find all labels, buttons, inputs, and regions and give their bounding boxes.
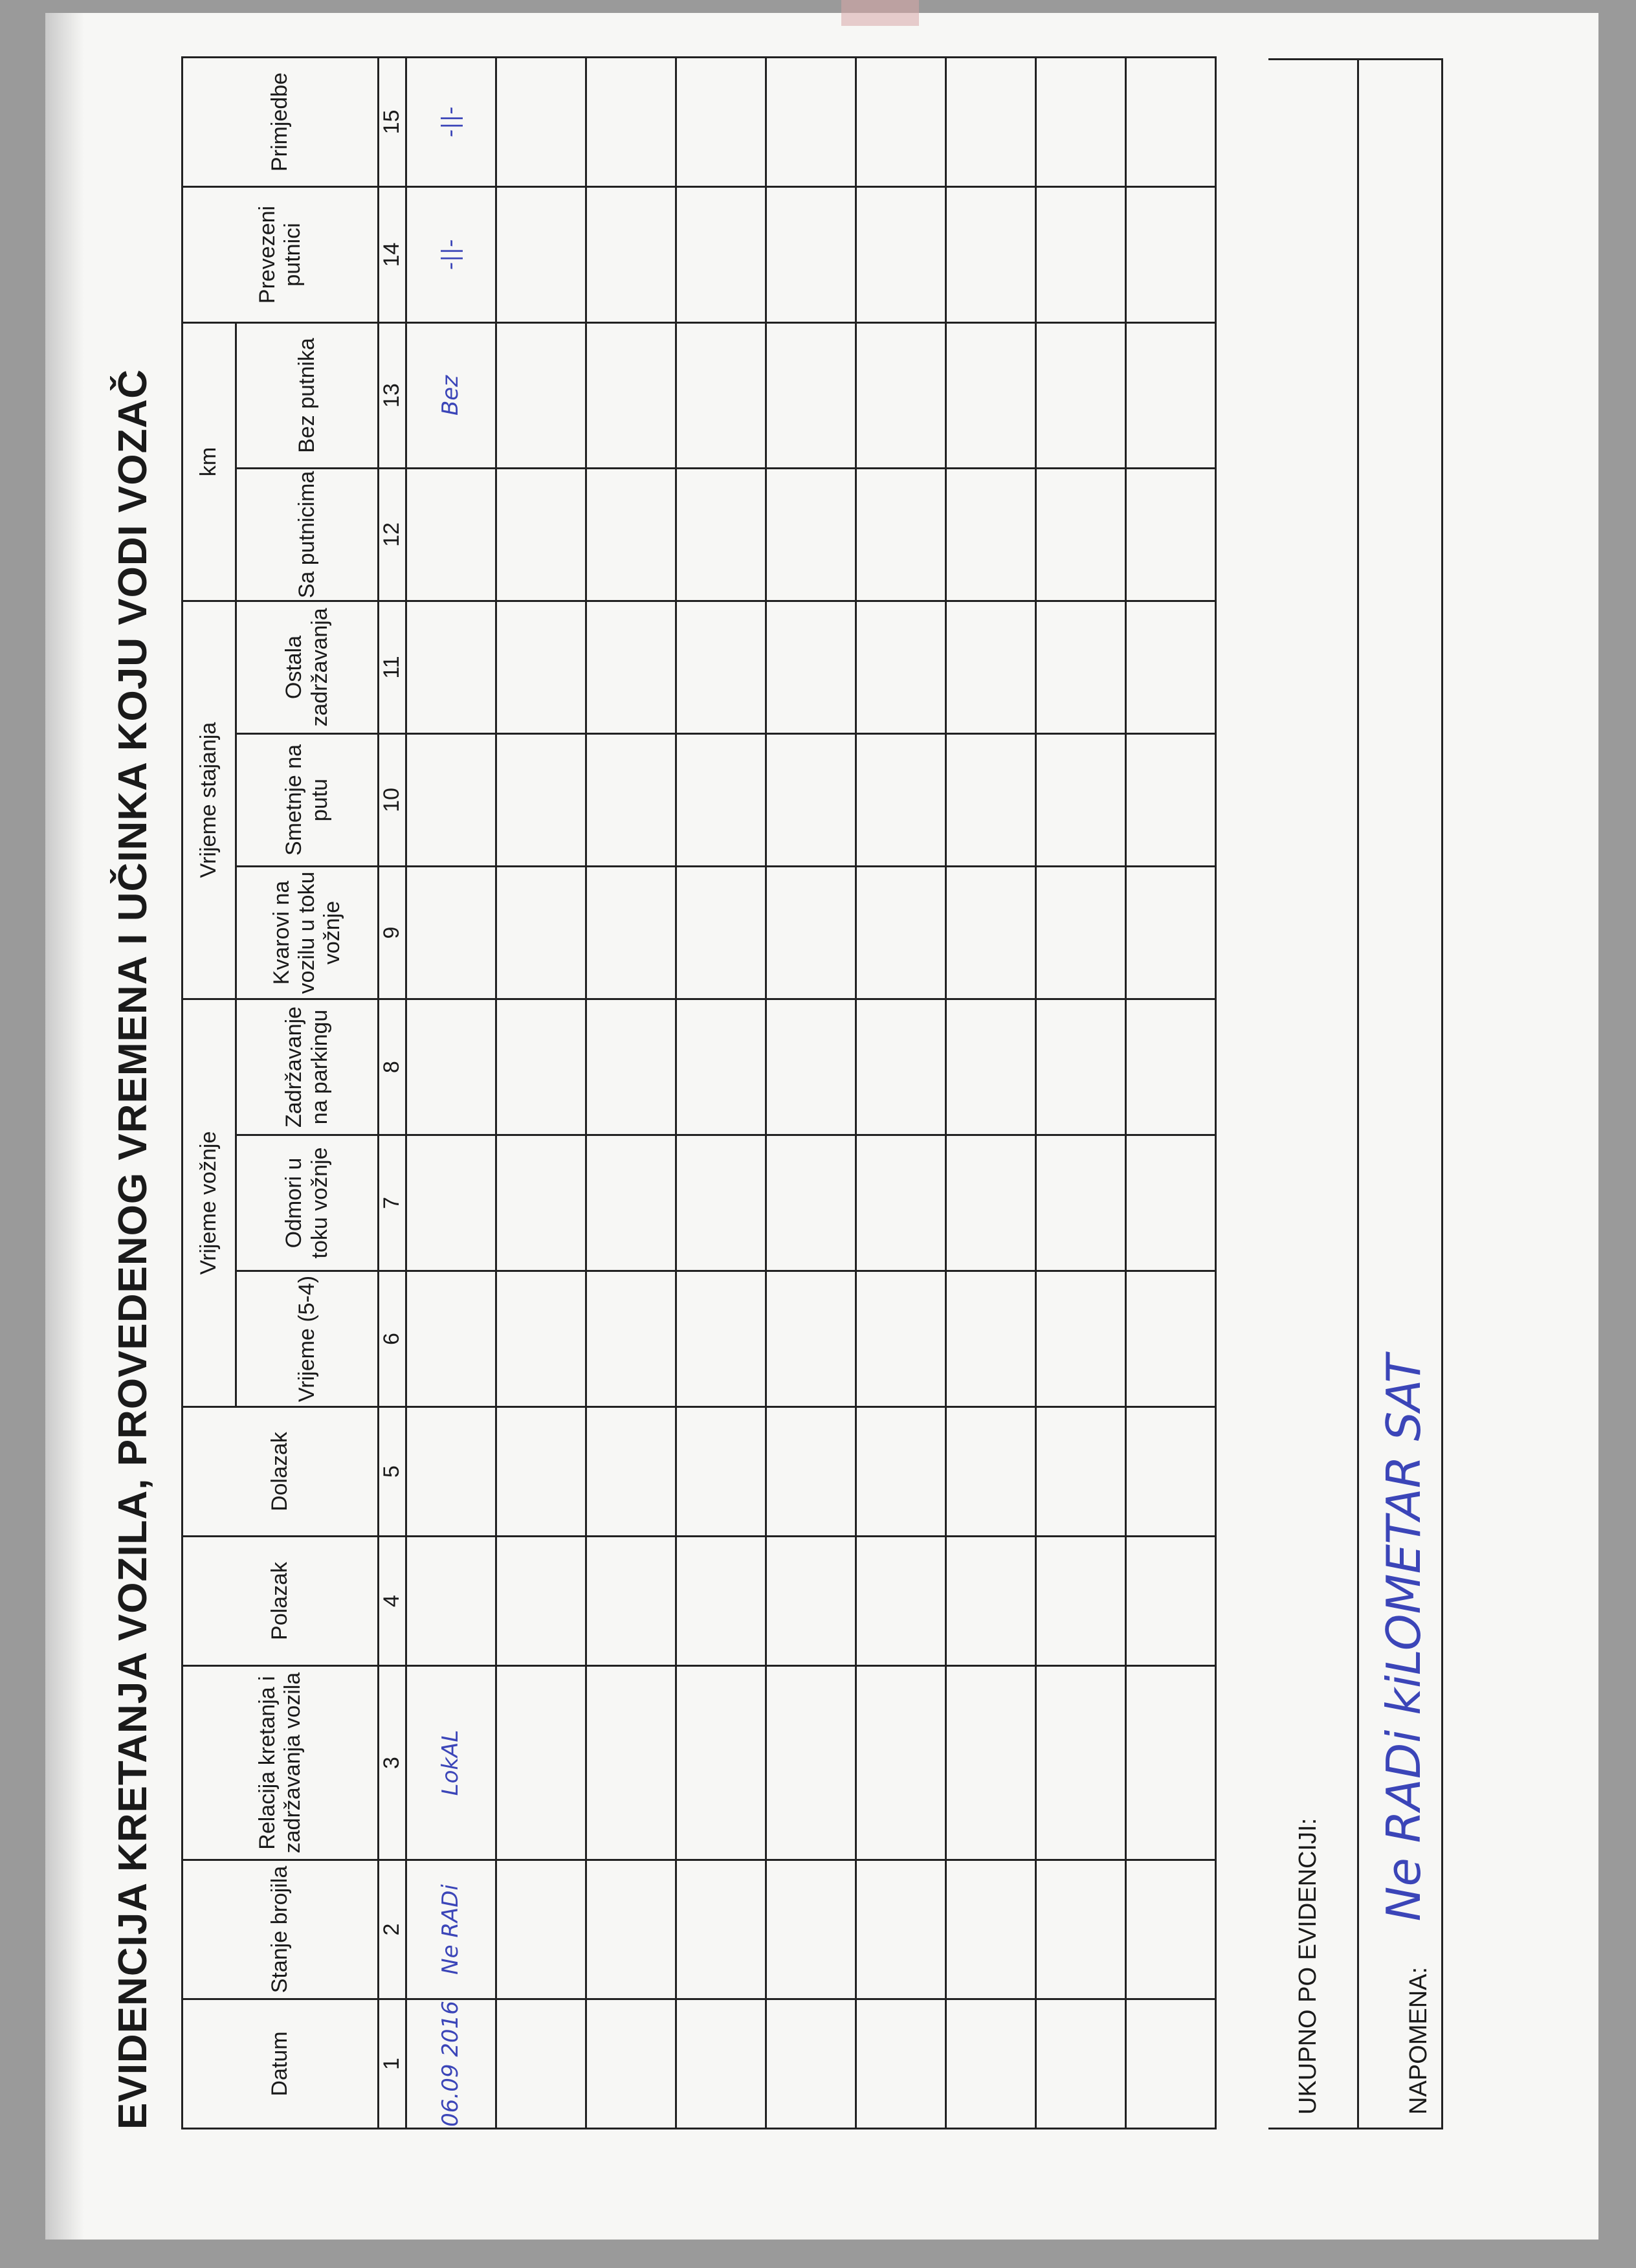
entry-relacija: LokAL <box>406 1666 496 1860</box>
entry-primjedbe: -||- <box>406 57 496 186</box>
page-shadow <box>45 13 84 2240</box>
header-vrijeme: Vrijeme (5-4) <box>236 1271 379 1407</box>
header-kvarovi: Kvarovi na vozilu u toku vožnje <box>236 867 379 999</box>
header-bez-putnika: Bez putnika <box>236 322 379 468</box>
form-title: EVIDENCIJA KRETANJA VOZILA, PROVEDENOG VREMENA I UČINKA KOJU VODI VOZAČ <box>111 368 155 2129</box>
col-num: 8 <box>379 999 406 1135</box>
table-row <box>1126 57 1216 2128</box>
napomena-row <box>1359 58 1443 2129</box>
table-row <box>1036 57 1126 2128</box>
col-num: 4 <box>379 1537 406 1666</box>
header-zadrzavanje-parking: Zadržavanje na parkingu <box>236 999 379 1135</box>
group-km: km <box>182 322 236 601</box>
entry-stanje-brojila: Ne RADi <box>406 1860 496 1999</box>
col-num: 3 <box>379 1666 406 1860</box>
col-num: 11 <box>379 601 406 733</box>
table-row <box>496 57 586 2128</box>
header-primjedbe: Primjedbe <box>182 57 379 186</box>
table-row <box>676 57 766 2128</box>
column-number-row <box>379 57 406 2128</box>
header-sa-putnicima: Sa putnicima <box>236 468 379 601</box>
group-vrijeme-voznje: Vrijeme vožnje <box>182 999 236 1407</box>
table-row <box>766 57 856 2128</box>
ukupno-row <box>1268 58 1359 2129</box>
header-dolazak: Dolazak <box>182 1407 379 1537</box>
group-vrijeme-stajanja: Vrijeme stajanja <box>182 601 236 999</box>
col-num: 6 <box>379 1271 406 1407</box>
header-prevezeni-putnici: Prevezeni putnici <box>182 186 379 322</box>
ukupno-label: UKUPNO PO EVIDENCIJI: <box>1294 1818 1321 2115</box>
napomena-label: NAPOMENA: <box>1405 1966 1432 2115</box>
col-num: 14 <box>379 186 406 322</box>
group-header-row <box>182 57 236 2128</box>
entry-bez-putnika: Bez <box>406 322 496 468</box>
paper-tab <box>841 0 919 26</box>
header-relacija: Relacija kretanja i zadržavanja vozila <box>182 1666 379 1860</box>
col-num: 10 <box>379 734 406 867</box>
table-row <box>856 57 946 2128</box>
col-num: 12 <box>379 468 406 601</box>
col-num: 9 <box>379 867 406 999</box>
header-stanje-brojila: Stanje brojila <box>182 1860 379 1999</box>
col-num: 2 <box>379 1860 406 1999</box>
header-datum: Datum <box>182 1999 379 2129</box>
header-polazak: Polazak <box>182 1537 379 1666</box>
col-num: 15 <box>379 57 406 186</box>
vehicle-log-form <box>84 58 1432 2129</box>
table-row <box>946 57 1036 2128</box>
table-row <box>586 57 676 2128</box>
header-ostala-zadrzavanja: Ostala zadržavanja <box>236 601 379 733</box>
header-odmori: Odmori u toku vožnje <box>236 1135 379 1271</box>
log-table <box>181 56 1217 2129</box>
col-num: 1 <box>379 1999 406 2129</box>
entry-datum: 06.09 2016 <box>406 1999 496 2129</box>
header-smetnje: Smetnje na putu <box>236 734 379 867</box>
col-num: 7 <box>379 1135 406 1271</box>
table-row <box>406 57 496 2128</box>
napomena-handwriting: Ne RADi kiLOMETAR SAT <box>1376 1354 1431 1922</box>
entry-prevezeni-putnici: -||- <box>406 186 496 322</box>
col-num: 5 <box>379 1407 406 1537</box>
col-num: 13 <box>379 322 406 468</box>
